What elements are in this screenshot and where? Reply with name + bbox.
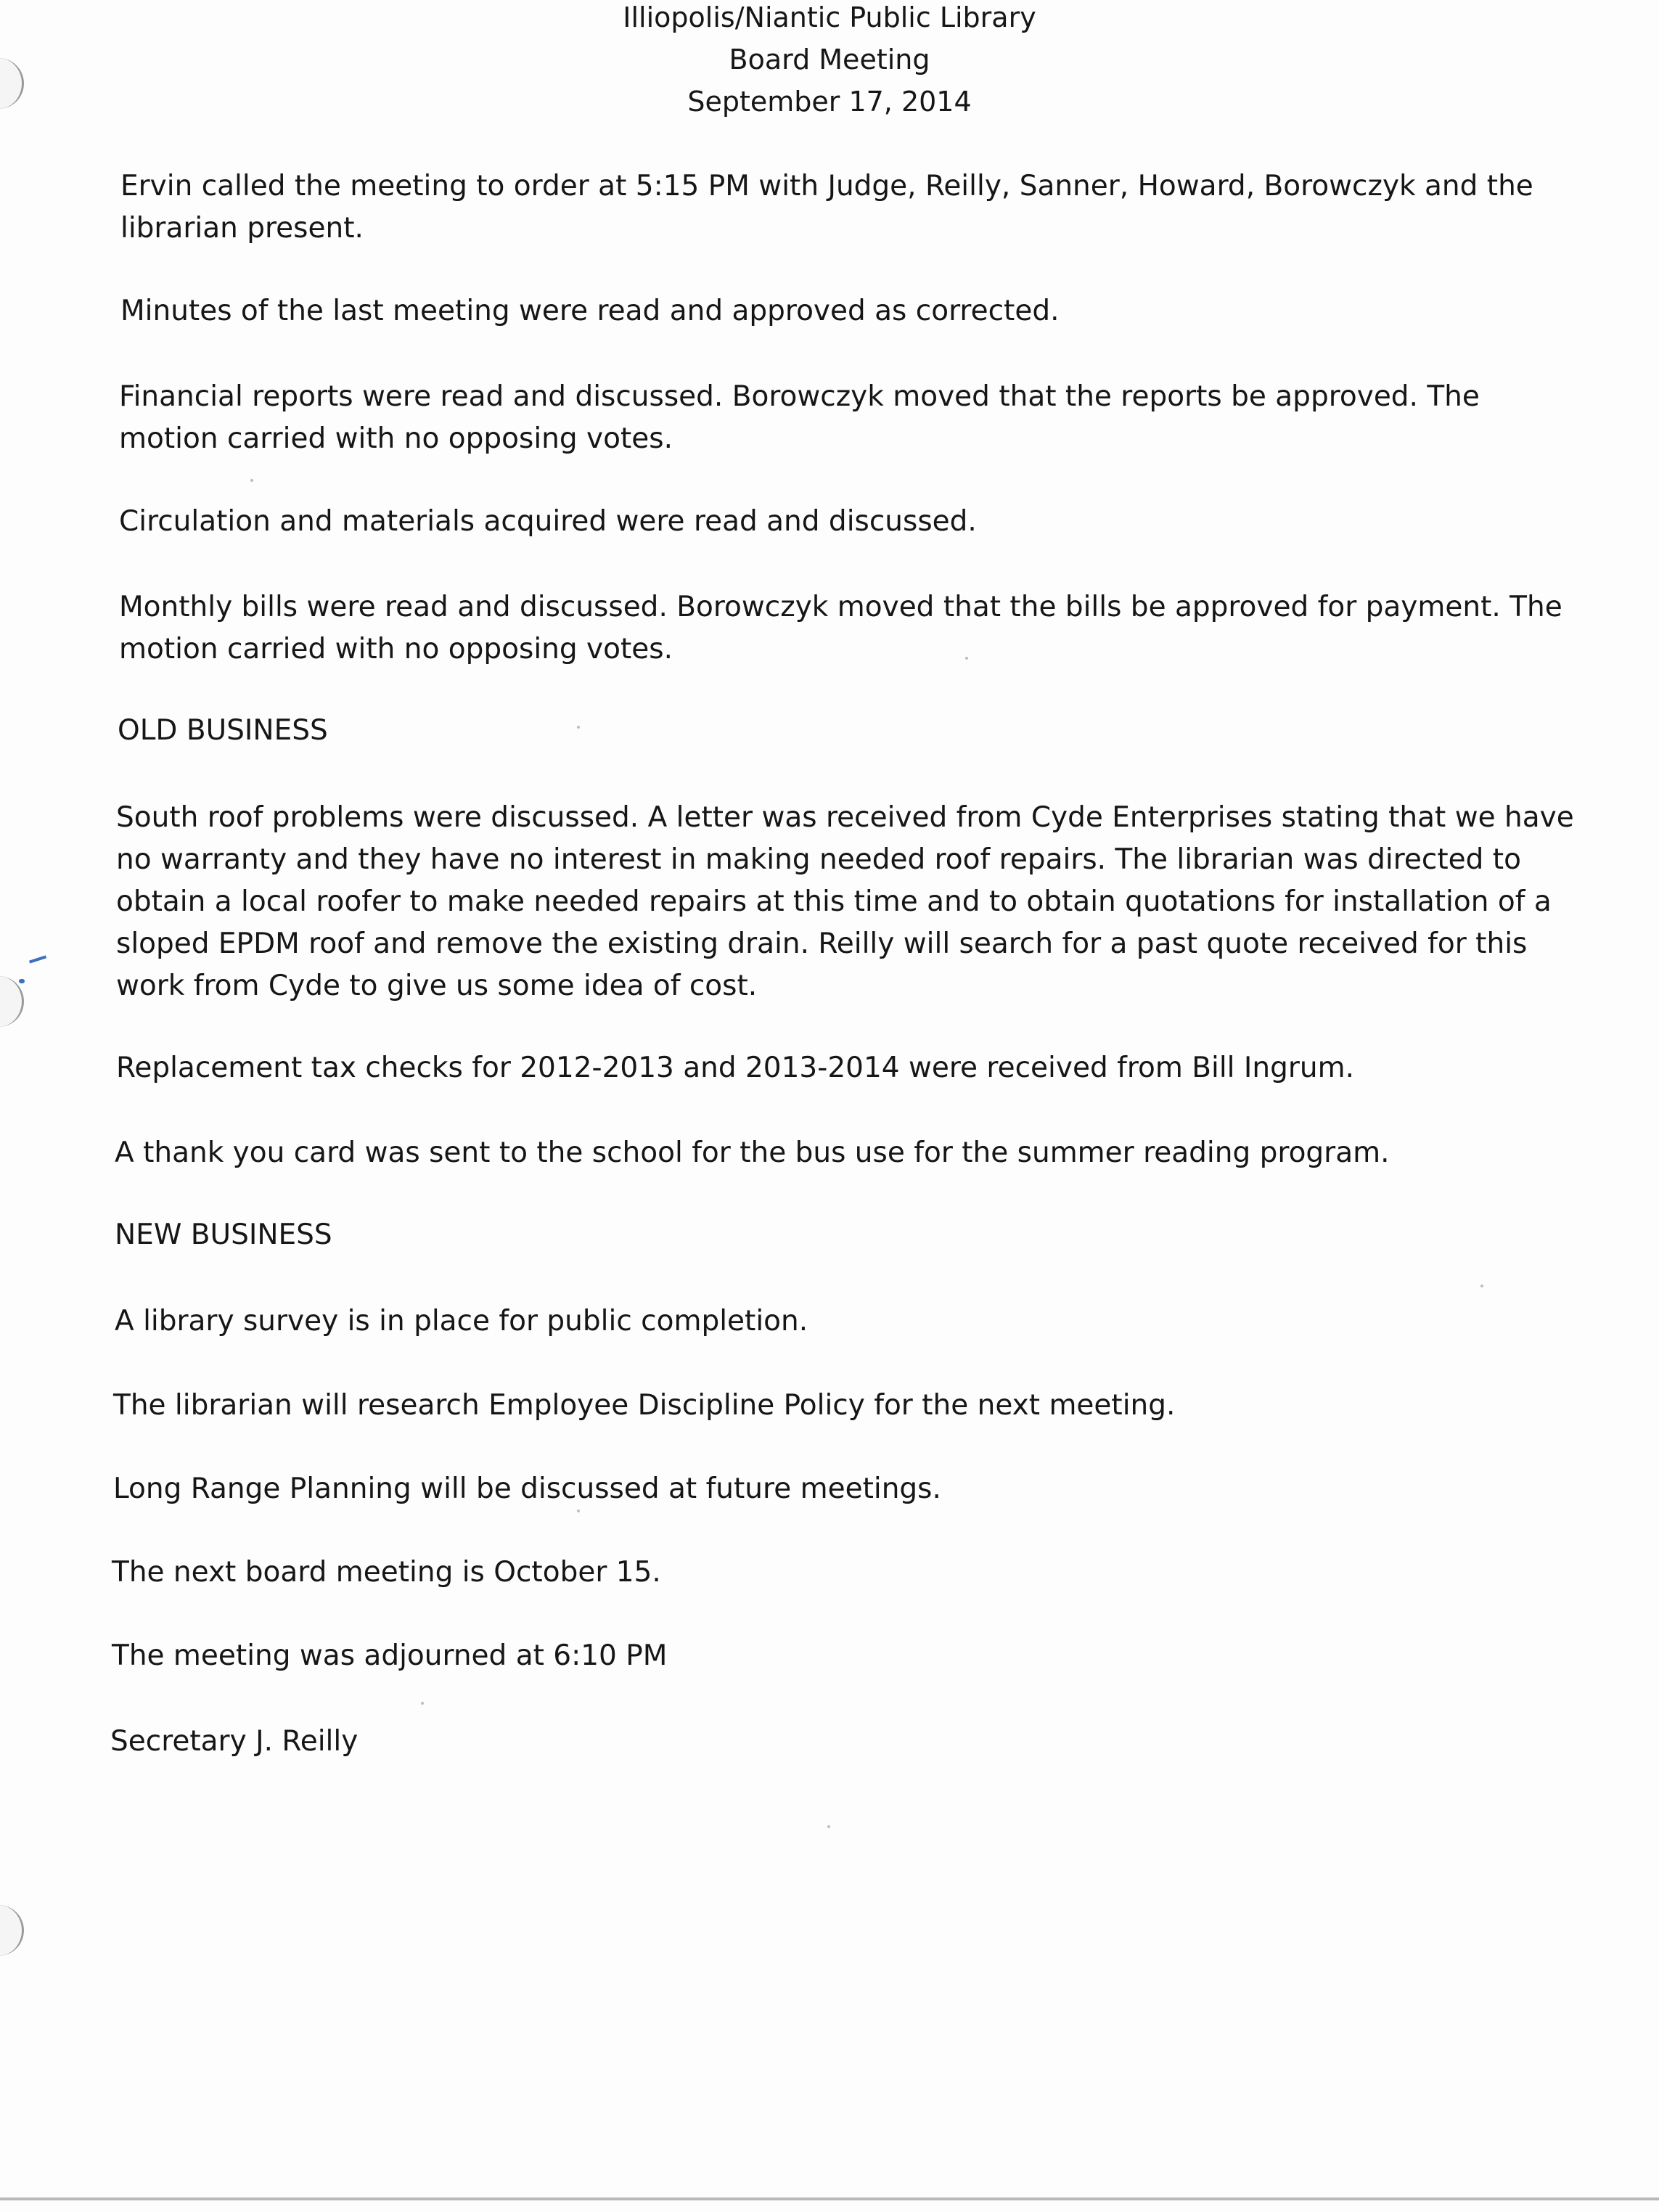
meeting-date: September 17, 2014 <box>687 86 972 118</box>
paragraph-next-meeting: The next board meeting is October 15. <box>112 1556 661 1589</box>
scan-speck <box>827 1825 830 1828</box>
paragraph-discipline-policy: The librarian will research Employee Discipline Policy for the next meeting. <box>113 1389 1176 1422</box>
binder-hole-middle <box>0 976 24 1027</box>
meeting-type: Board Meeting <box>729 44 930 75</box>
library-name: Illiopolis/Niantic Public Library <box>623 1 1036 33</box>
paragraph-library-survey: A library survey is in place for public completion. <box>115 1305 808 1338</box>
scan-speck <box>421 1702 424 1705</box>
page-bottom-edge <box>0 2197 1659 2200</box>
ink-mark <box>29 955 46 963</box>
section-heading-old-business: OLD BUSINESS <box>118 714 328 747</box>
paragraph-circulation: Circulation and materials acquired were read and discussed. <box>119 505 977 538</box>
paragraph-adjournment: The meeting was adjourned at 6:10 PM <box>112 1639 668 1672</box>
section-heading-new-business: NEW BUSINESS <box>115 1218 332 1251</box>
ink-dot <box>19 979 25 983</box>
paragraph-south-roof: South roof problems were discussed. A letter was received from Cyde Enterprises stating that we have no warranty and they have no interest in making needed roof repairs. The librarian was directed to obtain a local roofer to make needed repairs at this time and to obtain quotations for installation of a sloped EPDM roof and remove the existing drain. Reilly will search for a past quote received for this work from Cyde to give us some idea of cost. <box>116 801 1574 1002</box>
signature-line: Secretary J. Reilly <box>110 1725 359 1758</box>
binder-hole-bottom <box>0 1905 24 1956</box>
paragraph-minutes: Minutes of the last meeting were read and approved as corrected. <box>120 295 1060 327</box>
paragraph-call-to-order: Ervin called the meeting to order at 5:15 PM with Judge, Reilly, Sanner, Howard, Borowczyk and the librarian present. <box>120 170 1533 245</box>
paragraph-replacement-tax: Replacement tax checks for 2012-2013 and 2013-2014 were received from Bill Ingrum. <box>116 1052 1355 1084</box>
paragraph-long-range-planning: Long Range Planning will be discussed at future meetings. <box>113 1472 941 1505</box>
document-header <box>0 0 1659 123</box>
scan-speck <box>577 726 580 729</box>
scan-speck <box>1480 1285 1483 1287</box>
paragraph-monthly-bills: Monthly bills were read and discussed. Borowczyk moved that the bills be approved for payment. The motion carried with no opposing votes. <box>119 591 1562 665</box>
paragraph-thank-you-card: A thank you card was sent to the school for the bus use for the summer reading program. <box>115 1136 1390 1169</box>
paragraph-financial-reports: Financial reports were read and discussed. Borowczyk moved that the reports be approved. The motion carried with no opposing votes. <box>119 380 1480 455</box>
scan-speck <box>250 479 253 482</box>
